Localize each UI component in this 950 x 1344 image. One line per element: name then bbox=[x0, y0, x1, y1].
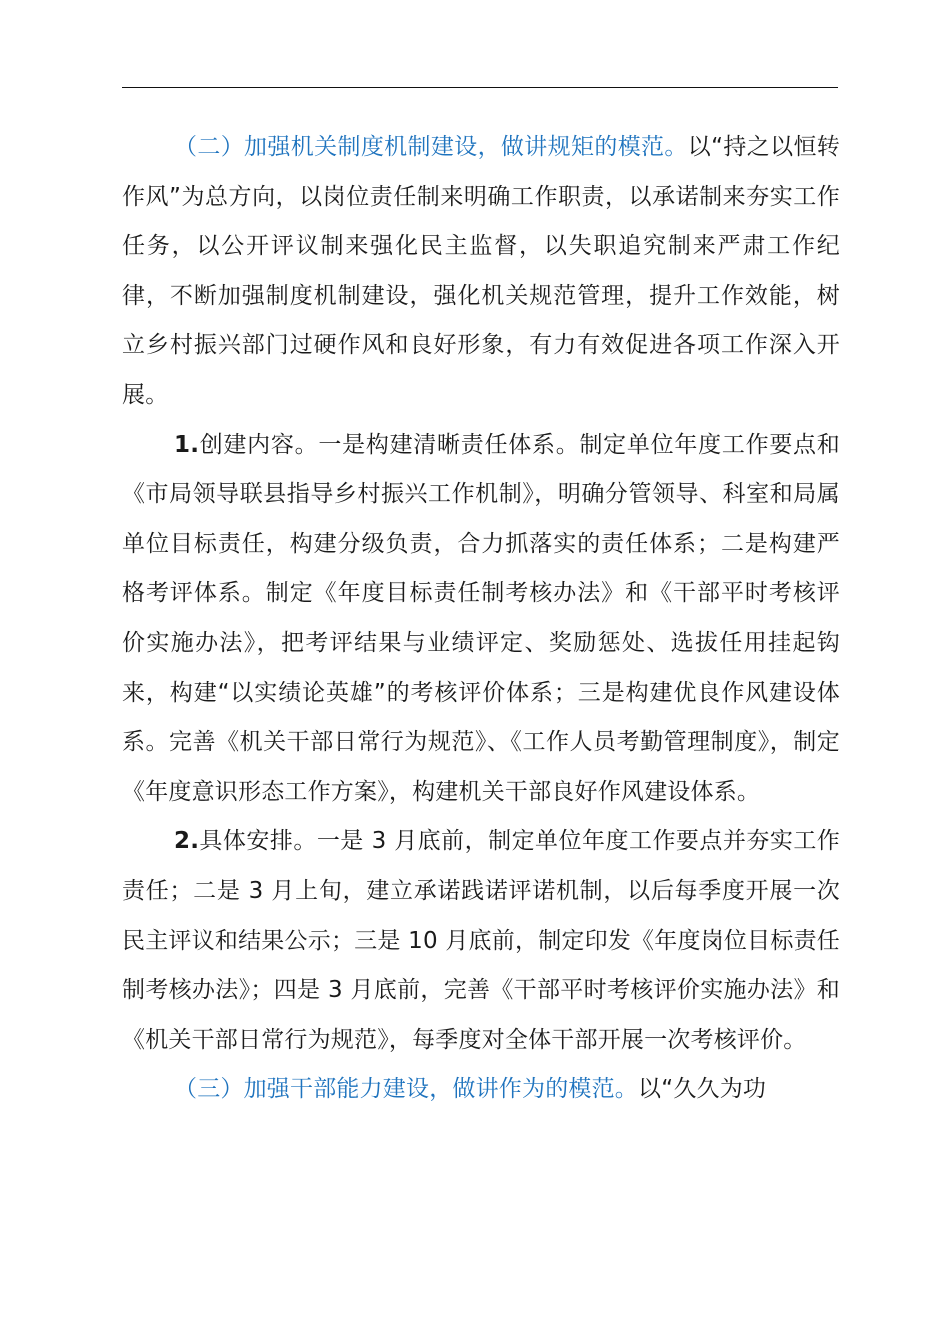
paragraph-text: 以“久久为功 bbox=[638, 1076, 767, 1103]
paragraph-text: 以“持之以恒转作风”为总方向，以岗位责任制来明确工作职责，以承诺制来夯实工作任务，以公开评议制来强化民主监督，以失职追究制来严肃工作纪律，不断加强制度机制建设，强化机关规范管理，提升工作效能，树立乡村振兴部门过硬作风和良好形象，有力有效促进各项工作深入开展。 bbox=[122, 134, 840, 408]
section-heading-two: （二）加强机关制度机制建设，做讲规矩的模范。 bbox=[174, 134, 688, 160]
document-body bbox=[122, 123, 840, 1115]
paragraph-item-one bbox=[122, 421, 840, 818]
section-heading-three: （三）加强干部能力建设，做讲作为的模范。 bbox=[174, 1076, 638, 1103]
header-rule bbox=[122, 87, 838, 88]
paragraph-section-three bbox=[122, 1065, 840, 1115]
paragraph-text: 创建内容。一是构建清晰责任体系。制定单位年度工作要点和《市局领导联县指导乡村振兴工作机制》，明确分管领导、科室和局属单位目标责任，构建分级负责，合力抓落实的责任体系；二是构建严格考评体系。制定《年度目标责任制考核办法》和《干部平时考核评价实施办法》，把考评结果与业绩评定、奖励惩处、选拔任用挂起钩来，构建“以实绩论英雄”的考核评价体系；三是构建优良作风建设体系。完善《机关干部日常行为规范》、《工作人员考勤管理制度》，制定《年度意识形态工作方案》，构建机关干部良好作风建设体系。 bbox=[122, 431, 840, 805]
item-number-one: 1. bbox=[174, 431, 200, 458]
paragraph-section-two bbox=[122, 123, 840, 421]
paragraph-item-two bbox=[122, 817, 840, 1065]
item-number-two: 2. bbox=[174, 828, 200, 855]
paragraph-text: 具体安排。一是 3 月底前，制定单位年度工作要点并夯实工作责任；二是 3 月上旬，建立承诺践诺评诺机制，以后每季度开展一次民主评议和结果公示；三是 10 月底前，制定印发《年度岗位目标责任制考核办法》；四是 3 月底前，完善《干部平时考核评价实施办法》和《机关干部日常行为规范》，每季度对全体干部开展一次考核评价。 bbox=[122, 828, 840, 1053]
